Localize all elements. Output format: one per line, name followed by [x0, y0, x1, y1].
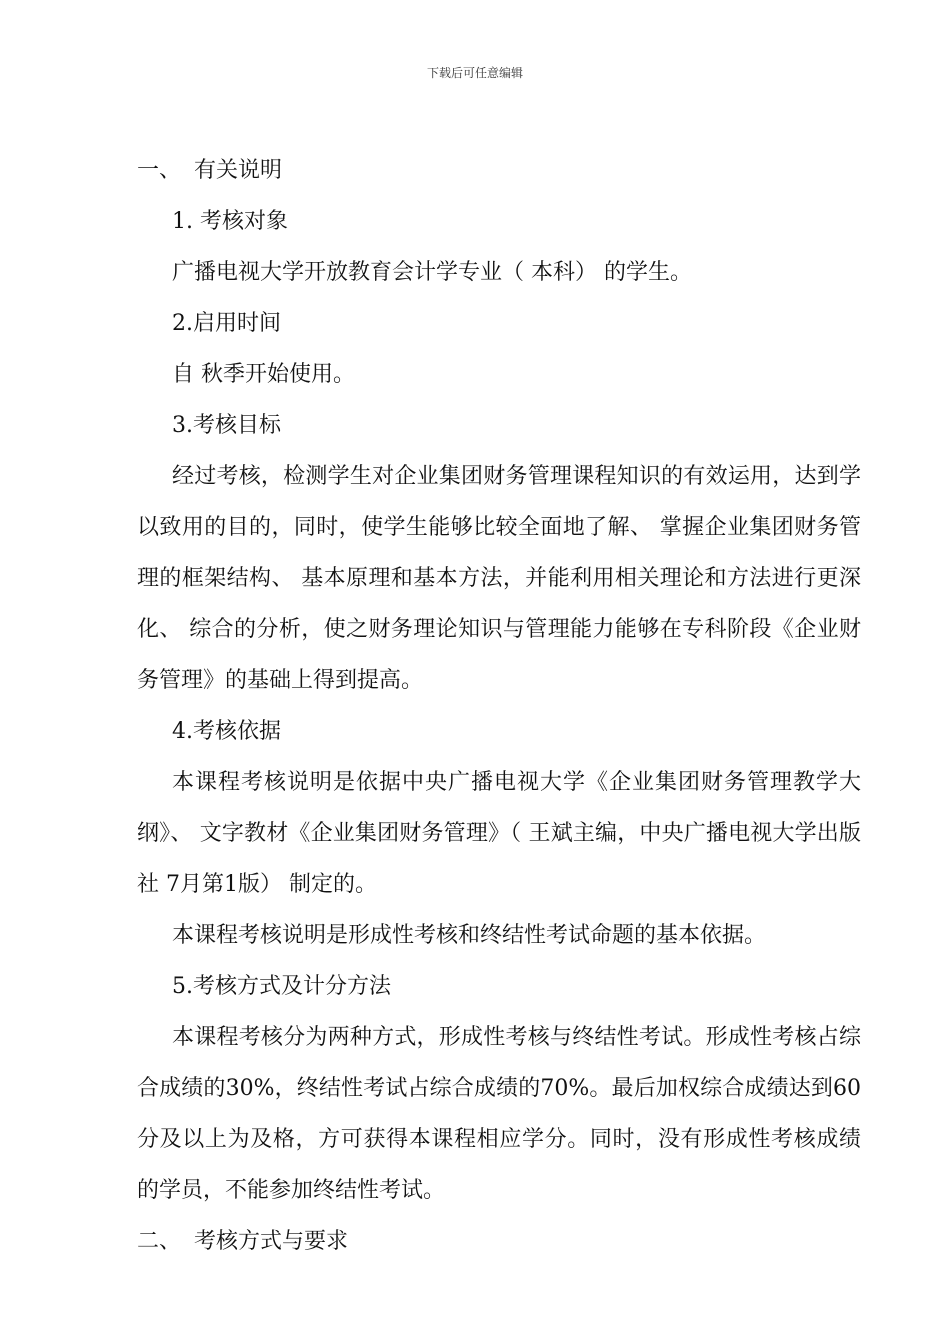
item-1-heading: 1. 考核对象 [172, 209, 288, 234]
item-4-text-2: 本课程考核说明是形成性考核和终结性考试命题的基本依据。 [172, 923, 767, 948]
item-3-text: 经过考核，检测学生对企业集团财务管理课程知识的有效运用，达到学以致用的目的，同时，使学生能够比较全面地了解、 掌握企业集团财务管理的框架结构、 基本原理和基本方法，并能利用相关理论和方法进行更深化、 综合的分析，使之财务理论知识与管理能力能够在专科阶段《企业财务管理》的基础上得到提高。 [137, 464, 861, 693]
section-1-heading [137, 145, 861, 196]
page-header: 下载后可任意编辑 [426, 66, 523, 80]
item-5-text: 本课程考核分为两种方式，形成性考核与终结性考试。形成性考核占综合成绩的30%，终结性考试占综合成绩的70%。最后加权综合成绩达到60分及以上为及格，方可获得本课程相应学分。同时，没有形成性考核成绩的学员，不能参加终结性考试。 [137, 1025, 861, 1203]
section-1-number: 一、 [137, 158, 182, 183]
item-2-text: 自 秋季开始使用。 [172, 362, 355, 387]
section-1-title: 有关说明 [194, 158, 283, 183]
item-4-text-1: 本课程考核说明是依据中央广播电视大学《企业集团财务管理教学大纲》、 文字教材《企业集团财务管理》（ 王斌主编，中央广播电视大学出版社 7月第1版） 制定的。 [137, 770, 861, 897]
item-4-heading: 4.考核依据 [172, 719, 281, 744]
section-2-number: 二、 [137, 1229, 182, 1254]
item-2-heading: 2.启用时间 [172, 311, 281, 336]
item-1-text: 广播电视大学开放教育会计学专业（ 本科） 的学生。 [172, 260, 692, 285]
section-2-heading [137, 1216, 861, 1267]
item-5-heading: 5.考核方式及计分方法 [172, 974, 391, 999]
item-3-heading: 3.考核目标 [172, 413, 281, 438]
document-body [137, 145, 861, 1267]
section-2-title: 考核方式与要求 [194, 1229, 349, 1254]
